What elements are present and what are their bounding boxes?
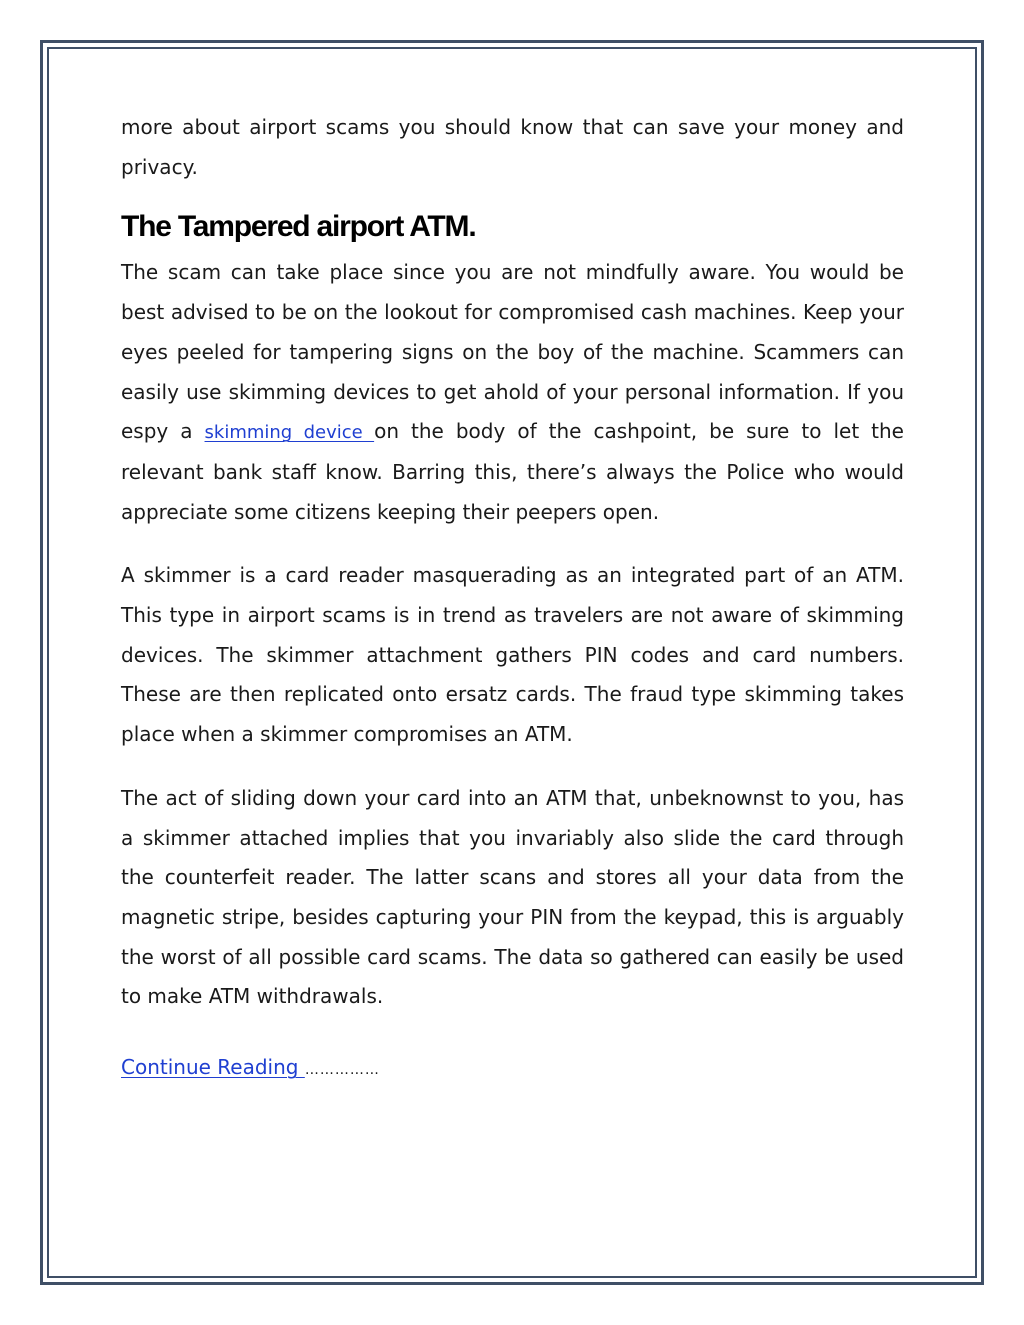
section-heading: The Tampered airport ATM. xyxy=(121,210,476,244)
continue-reading-dots: …………… xyxy=(304,1062,380,1079)
paragraph-text-before-link: The scam can take place since you are not mindfully aware. You would be best advised to be on the lookout for compromised cash machines. Keep your eyes peeled for tampering signs on the boy of the machine. Scammers can easily use skimming devices to get ahold of your personal information. If you espy a xyxy=(121,260,904,444)
paragraph-skimmer: A skimmer is a card reader masquerading as an integrated part of an ATM. This type in airport scams is in trend as travelers are not aware of skimming devices. The skimmer attachment gathers PIN codes and card numbers. These are then replicated onto ersatz cards. The fraud type skimming takes place when a skimmer compromises an ATM. xyxy=(121,563,904,747)
paragraph-card-slide: The act of sliding down your card into an ATM that, unbeknownst to you, has a skimmer attached implies that you invariably also slide the card through the counterfeit reader. The latter scans and stores all your data from the magnetic stripe, besides capturing your PIN from the keypad, this is arguably the worst of all possible card scams. The data so gathered can easily be used to make ATM withdrawals. xyxy=(121,785,904,1009)
paragraph-tampered-atm xyxy=(121,253,904,532)
paragraph-text-after-link: on the body of the cashpoint, be sure to let the relevant bank staff know. Barring this, there’s always the Police who would appreciate some citizens keeping their peepers open. xyxy=(121,419,904,524)
continue-reading-link[interactable]: Continue Reading xyxy=(121,1055,305,1080)
intro-paragraph: more about airport scams you should know that can save your money and privacy. xyxy=(121,115,904,179)
skimming-device-link[interactable]: skimming device xyxy=(204,422,375,444)
continue-reading-line xyxy=(121,1047,904,1090)
document-content xyxy=(121,108,904,1090)
